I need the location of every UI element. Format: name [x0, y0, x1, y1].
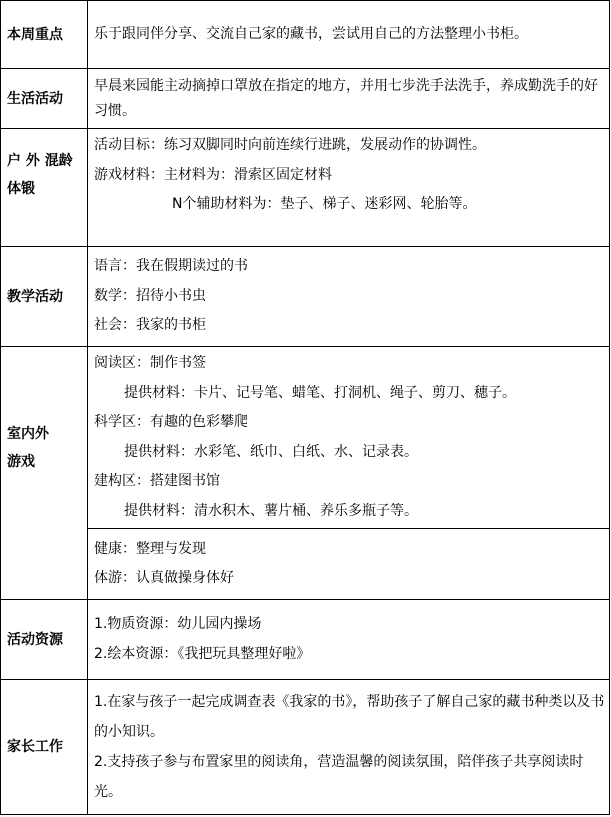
outdoor-materials: 游戏材料：主材料为：滑索区固定材料: [94, 166, 332, 183]
label-weekly-focus: 本周重点: [1, 1, 88, 69]
teaching-social: 社会：我家的书柜: [94, 317, 206, 334]
games-science-materials: 提供材料：水彩笔、纸巾、白纸、水、记录表。: [124, 443, 418, 460]
games-reading-materials: 提供材料：卡片、记号笔、蜡笔、打洞机、绳子、剪刀、穗子。: [124, 384, 516, 401]
games-reading-area: 阅读区：制作书签: [94, 355, 206, 371]
label-parents: 家长工作: [1, 680, 88, 815]
content-games-outdoor: [88, 529, 610, 600]
resources-picture-book: 2.绘本资源：《我把玩具整理好啦》: [94, 645, 311, 662]
row-weekly-focus: [1, 1, 610, 69]
outdoor-aux-materials: N个辅助材料为：垫子、梯子、迷彩网、轮胎等。: [172, 196, 477, 212]
label-outdoor-exercise: [1, 129, 88, 247]
weekly-focus-text: 乐于跟同伴分享、交流自己家的藏书，尝试用自己的方法整理小书柜。: [94, 25, 528, 42]
row-resources: [1, 600, 610, 680]
content-weekly-focus: [88, 1, 610, 69]
outdoor-label-line2: 体锻: [7, 181, 35, 197]
row-parents: [1, 680, 610, 815]
content-games-areas: [88, 347, 610, 529]
games-label-line1: 室内外: [7, 426, 49, 442]
life-activity-text: 早晨来园能主动摘掉口罩放在指定的地方，并用七步洗手法洗手，养成勤洗手的好习惯。: [94, 77, 598, 119]
games-building-materials: 提供材料：清水积木、薯片桶、养乐多瓶子等。: [124, 502, 418, 519]
parents-item2: 2.支持孩子参与布置家里的阅读角，营造温馨的阅读氛围，陪伴孩子共享阅读时光。: [94, 754, 584, 800]
row-games-outdoor: [1, 529, 610, 600]
label-life-activity: 生活活动: [1, 69, 88, 129]
content-teaching: [88, 247, 610, 347]
row-outdoor-exercise: [1, 129, 610, 247]
row-teaching: [1, 247, 610, 347]
games-science-area: 科学区：有趣的色彩攀爬: [94, 414, 248, 430]
outdoor-label-line1: 户 外 混龄: [7, 153, 73, 169]
content-parents: [88, 680, 610, 815]
parents-item1: 1.在家与孩子一起完成调查表《我家的书》，帮助孩子了解自己家的藏书种类以及书的小知识。: [94, 694, 605, 740]
label-games: [1, 347, 88, 600]
content-resources: [88, 600, 610, 680]
content-outdoor-exercise: [88, 129, 610, 247]
teaching-language: 语言：我在假期读过的书: [94, 258, 248, 275]
games-health: 健康：整理与发现: [94, 540, 206, 557]
label-teaching: 教学活动: [1, 247, 88, 347]
teaching-math: 数学：招待小书虫: [94, 287, 206, 304]
label-resources: 活动资源: [1, 600, 88, 680]
row-games-areas: [1, 347, 610, 529]
outdoor-goal: 活动目标：练习双脚同时向前连续行进跳，发展动作的协调性。: [94, 137, 486, 153]
games-building-area: 建构区：搭建图书馆: [94, 473, 220, 489]
games-sports: 体游：认真做操身体好: [94, 570, 234, 586]
content-life-activity: [88, 69, 610, 129]
games-label-line2: 游戏: [7, 454, 35, 470]
resources-material: 1.物质资源：幼儿园内操场: [94, 616, 262, 632]
row-life-activity: [1, 69, 610, 129]
